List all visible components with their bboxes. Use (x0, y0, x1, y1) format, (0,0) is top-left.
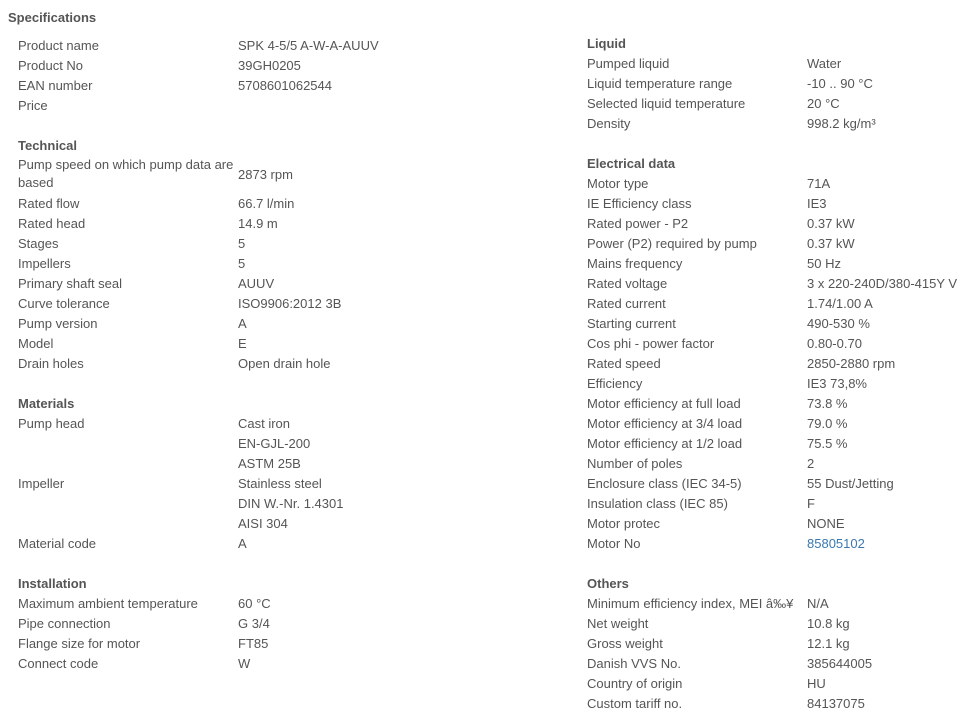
spec-label: Rated voltage (587, 276, 668, 291)
spec-row (587, 434, 965, 454)
spec-value: 73.8 % (807, 396, 848, 411)
motor-no-link[interactable]: 85805102 (807, 536, 865, 551)
spec-row (18, 194, 398, 214)
spec-value: 66.7 l/min (238, 196, 295, 211)
spec-label: Rated flow (18, 196, 80, 211)
spec-value: Cast iron (238, 416, 291, 431)
spec-value: 60 °C (238, 596, 271, 611)
spec-row (18, 354, 398, 374)
spec-row (587, 314, 965, 334)
spec-value: 0.80-0.70 (807, 336, 862, 351)
page-title: Specifications (8, 10, 97, 25)
spec-row (18, 534, 398, 554)
spec-row (587, 654, 965, 674)
spec-row (18, 274, 398, 294)
spec-label: IE Efficiency class (587, 196, 692, 211)
spec-row (18, 474, 398, 494)
spec-value: 75.5 % (807, 436, 848, 451)
spec-label: Insulation class (IEC 85) (587, 496, 728, 511)
spec-value: E (238, 336, 247, 351)
spec-label: Product No (18, 58, 84, 73)
spec-label: Cos phi - power factor (587, 336, 715, 351)
spec-row (18, 234, 398, 254)
spec-label: Rated current (587, 296, 666, 311)
spec-row (587, 274, 965, 294)
spec-label: Material code (18, 536, 97, 551)
spec-label: Motor efficiency at 1/2 load (587, 436, 743, 451)
spec-value: 79.0 % (807, 416, 848, 431)
spec-row (18, 594, 398, 614)
spec-value: F (807, 496, 815, 511)
spec-label: Custom tariff no. (587, 696, 683, 711)
spec-value: A (238, 316, 247, 331)
spec-row (587, 454, 965, 474)
spec-value: AISI 304 (238, 516, 288, 531)
spec-value: 10.8 kg (807, 616, 850, 631)
spec-label: Motor efficiency at full load (587, 396, 741, 411)
spec-value: 12.1 kg (807, 636, 850, 651)
spec-value: 20 °C (807, 96, 840, 111)
spec-value: ASTM 25B (238, 456, 301, 471)
spec-row (587, 114, 965, 134)
spec-label: Pipe connection (18, 616, 111, 631)
spec-label: Liquid temperature range (587, 76, 733, 91)
spec-label: Pump head (18, 416, 85, 431)
spec-row (18, 156, 398, 190)
spec-label: Country of origin (587, 676, 683, 691)
spec-label: Product name (18, 38, 99, 53)
spec-row (587, 94, 965, 114)
spec-label: Maximum ambient temperature (18, 596, 198, 611)
spec-row (587, 174, 965, 194)
spec-label: Motor protec (587, 516, 660, 531)
spec-label: Gross weight (587, 636, 663, 651)
spec-label: Danish VVS No. (587, 656, 681, 671)
spec-row (18, 514, 398, 534)
spec-row (18, 334, 398, 354)
spec-row (18, 454, 398, 474)
spec-value: EN-GJL-200 (238, 436, 311, 451)
spec-label: Rated head (18, 216, 86, 231)
spec-label: Starting current (587, 316, 676, 331)
spec-value: 0.37 kW (807, 236, 855, 251)
spec-value: ISO9906:2012 3B (238, 296, 342, 311)
spec-value: 39GH0205 (238, 58, 301, 73)
spec-row (18, 76, 398, 96)
spec-row (587, 74, 965, 94)
spec-value: 71A (807, 176, 831, 191)
spec-row (587, 354, 965, 374)
spec-value: 50 Hz (807, 256, 841, 271)
spec-row (587, 514, 965, 534)
spec-label: Motor efficiency at 3/4 load (587, 416, 743, 431)
spec-label: Number of poles (587, 456, 683, 471)
spec-row (587, 374, 965, 394)
spec-label: Curve tolerance (18, 296, 110, 311)
spec-label: Flange size for motor (18, 636, 141, 651)
spec-label: Impellers (18, 256, 71, 271)
spec-value: 3 x 220-240D/380-415Y V (807, 276, 958, 291)
spec-value: -10 .. 90 °C (807, 76, 873, 91)
spec-label: Rated speed (587, 356, 661, 371)
spec-label: Efficiency (587, 376, 643, 391)
spec-row (587, 614, 965, 634)
spec-value: 2850-2880 rpm (807, 356, 896, 371)
spec-value: 385644005 (807, 656, 873, 671)
spec-value: 2 (807, 456, 815, 471)
spec-value: Water (807, 56, 842, 71)
spec-row (587, 594, 965, 614)
spec-label: Selected liquid temperature (587, 96, 746, 111)
spec-value: SPK 4-5/5 A-W-A-AUUV (238, 38, 379, 53)
spec-row (18, 314, 398, 334)
spec-value: IE3 73,8% (807, 376, 867, 391)
spec-row (18, 494, 398, 514)
spec-row (18, 434, 398, 454)
spec-row (587, 694, 965, 714)
spec-row (587, 194, 965, 214)
section-heading-others: Others (587, 576, 629, 591)
spec-value: Stainless steel (238, 476, 322, 491)
spec-row (587, 414, 965, 434)
spec-label: Price (18, 98, 48, 113)
spec-row (587, 54, 965, 74)
spec-row (587, 214, 965, 234)
spec-row (587, 254, 965, 274)
spec-label: Power (P2) required by pump (587, 236, 757, 251)
spec-label: Enclosure class (IEC 34-5) (587, 476, 742, 491)
spec-label: Pump speed on which pump data are based (18, 157, 234, 190)
spec-row (587, 634, 965, 654)
spec-label: Model (18, 336, 54, 351)
spec-value: 5 (238, 236, 246, 251)
spec-label: Motor type (587, 176, 649, 191)
spec-label: Rated power - P2 (587, 216, 689, 231)
spec-value: A (238, 536, 247, 551)
spec-label: Drain holes (18, 356, 84, 371)
spec-value: 55 Dust/Jetting (807, 476, 894, 491)
spec-value: 14.9 m (238, 216, 278, 231)
section-heading-technical: Technical (18, 138, 78, 153)
section-heading-installation: Installation (18, 576, 87, 591)
spec-row (18, 96, 398, 116)
section-heading-electrical-data: Electrical data (587, 156, 676, 171)
spec-row (587, 674, 965, 694)
spec-row (18, 56, 398, 76)
spec-value: HU (807, 676, 826, 691)
spec-row (587, 294, 965, 314)
spec-value: 2873 rpm (238, 167, 293, 182)
spec-value: 84137075 (807, 696, 865, 711)
spec-label: Primary shaft seal (18, 276, 123, 291)
spec-value: G 3/4 (238, 616, 270, 631)
spec-value: FT85 (238, 636, 269, 651)
spec-row (18, 614, 398, 634)
spec-row (587, 394, 965, 414)
spec-value: 5708601062544 (238, 78, 332, 93)
spec-label: Motor No (587, 536, 641, 551)
spec-label: Mains frequency (587, 256, 683, 271)
spec-label: Pump version (18, 316, 98, 331)
spec-row (18, 414, 398, 434)
spec-value: 490-530 % (807, 316, 870, 331)
spec-value: 998.2 kg/m³ (807, 116, 876, 131)
spec-row (18, 214, 398, 234)
spec-row (18, 654, 398, 674)
spec-row (18, 36, 398, 56)
spec-row (18, 294, 398, 314)
spec-label: Net weight (587, 616, 649, 631)
spec-value: 1.74/1.00 A (807, 296, 873, 311)
spec-value: DIN W.-Nr. 1.4301 (238, 496, 344, 511)
spec-value: 5 (238, 256, 246, 271)
spec-row (587, 534, 965, 554)
section-heading-liquid: Liquid (587, 36, 626, 51)
spec-row (18, 254, 398, 274)
spec-label: Impeller (18, 476, 65, 491)
spec-label: Connect code (18, 656, 99, 671)
spec-value: N/A (807, 596, 829, 611)
spec-value: W (238, 656, 251, 671)
spec-label: EAN number (18, 78, 93, 93)
spec-value: 0.37 kW (807, 216, 855, 231)
spec-label: Minimum efficiency index, MEI â‰¥ (587, 596, 794, 611)
spec-value: AUUV (238, 276, 275, 291)
spec-row (587, 494, 965, 514)
spec-value: NONE (807, 516, 845, 531)
spec-row (18, 634, 398, 654)
section-heading-materials: Materials (18, 396, 75, 411)
spec-label: Density (587, 116, 631, 131)
spec-value: Open drain hole (238, 356, 331, 371)
spec-row (587, 234, 965, 254)
spec-label: Pumped liquid (587, 56, 670, 71)
spec-label: Stages (18, 236, 59, 251)
spec-value: IE3 (807, 196, 827, 211)
spec-row (587, 474, 965, 494)
spec-row (587, 334, 965, 354)
